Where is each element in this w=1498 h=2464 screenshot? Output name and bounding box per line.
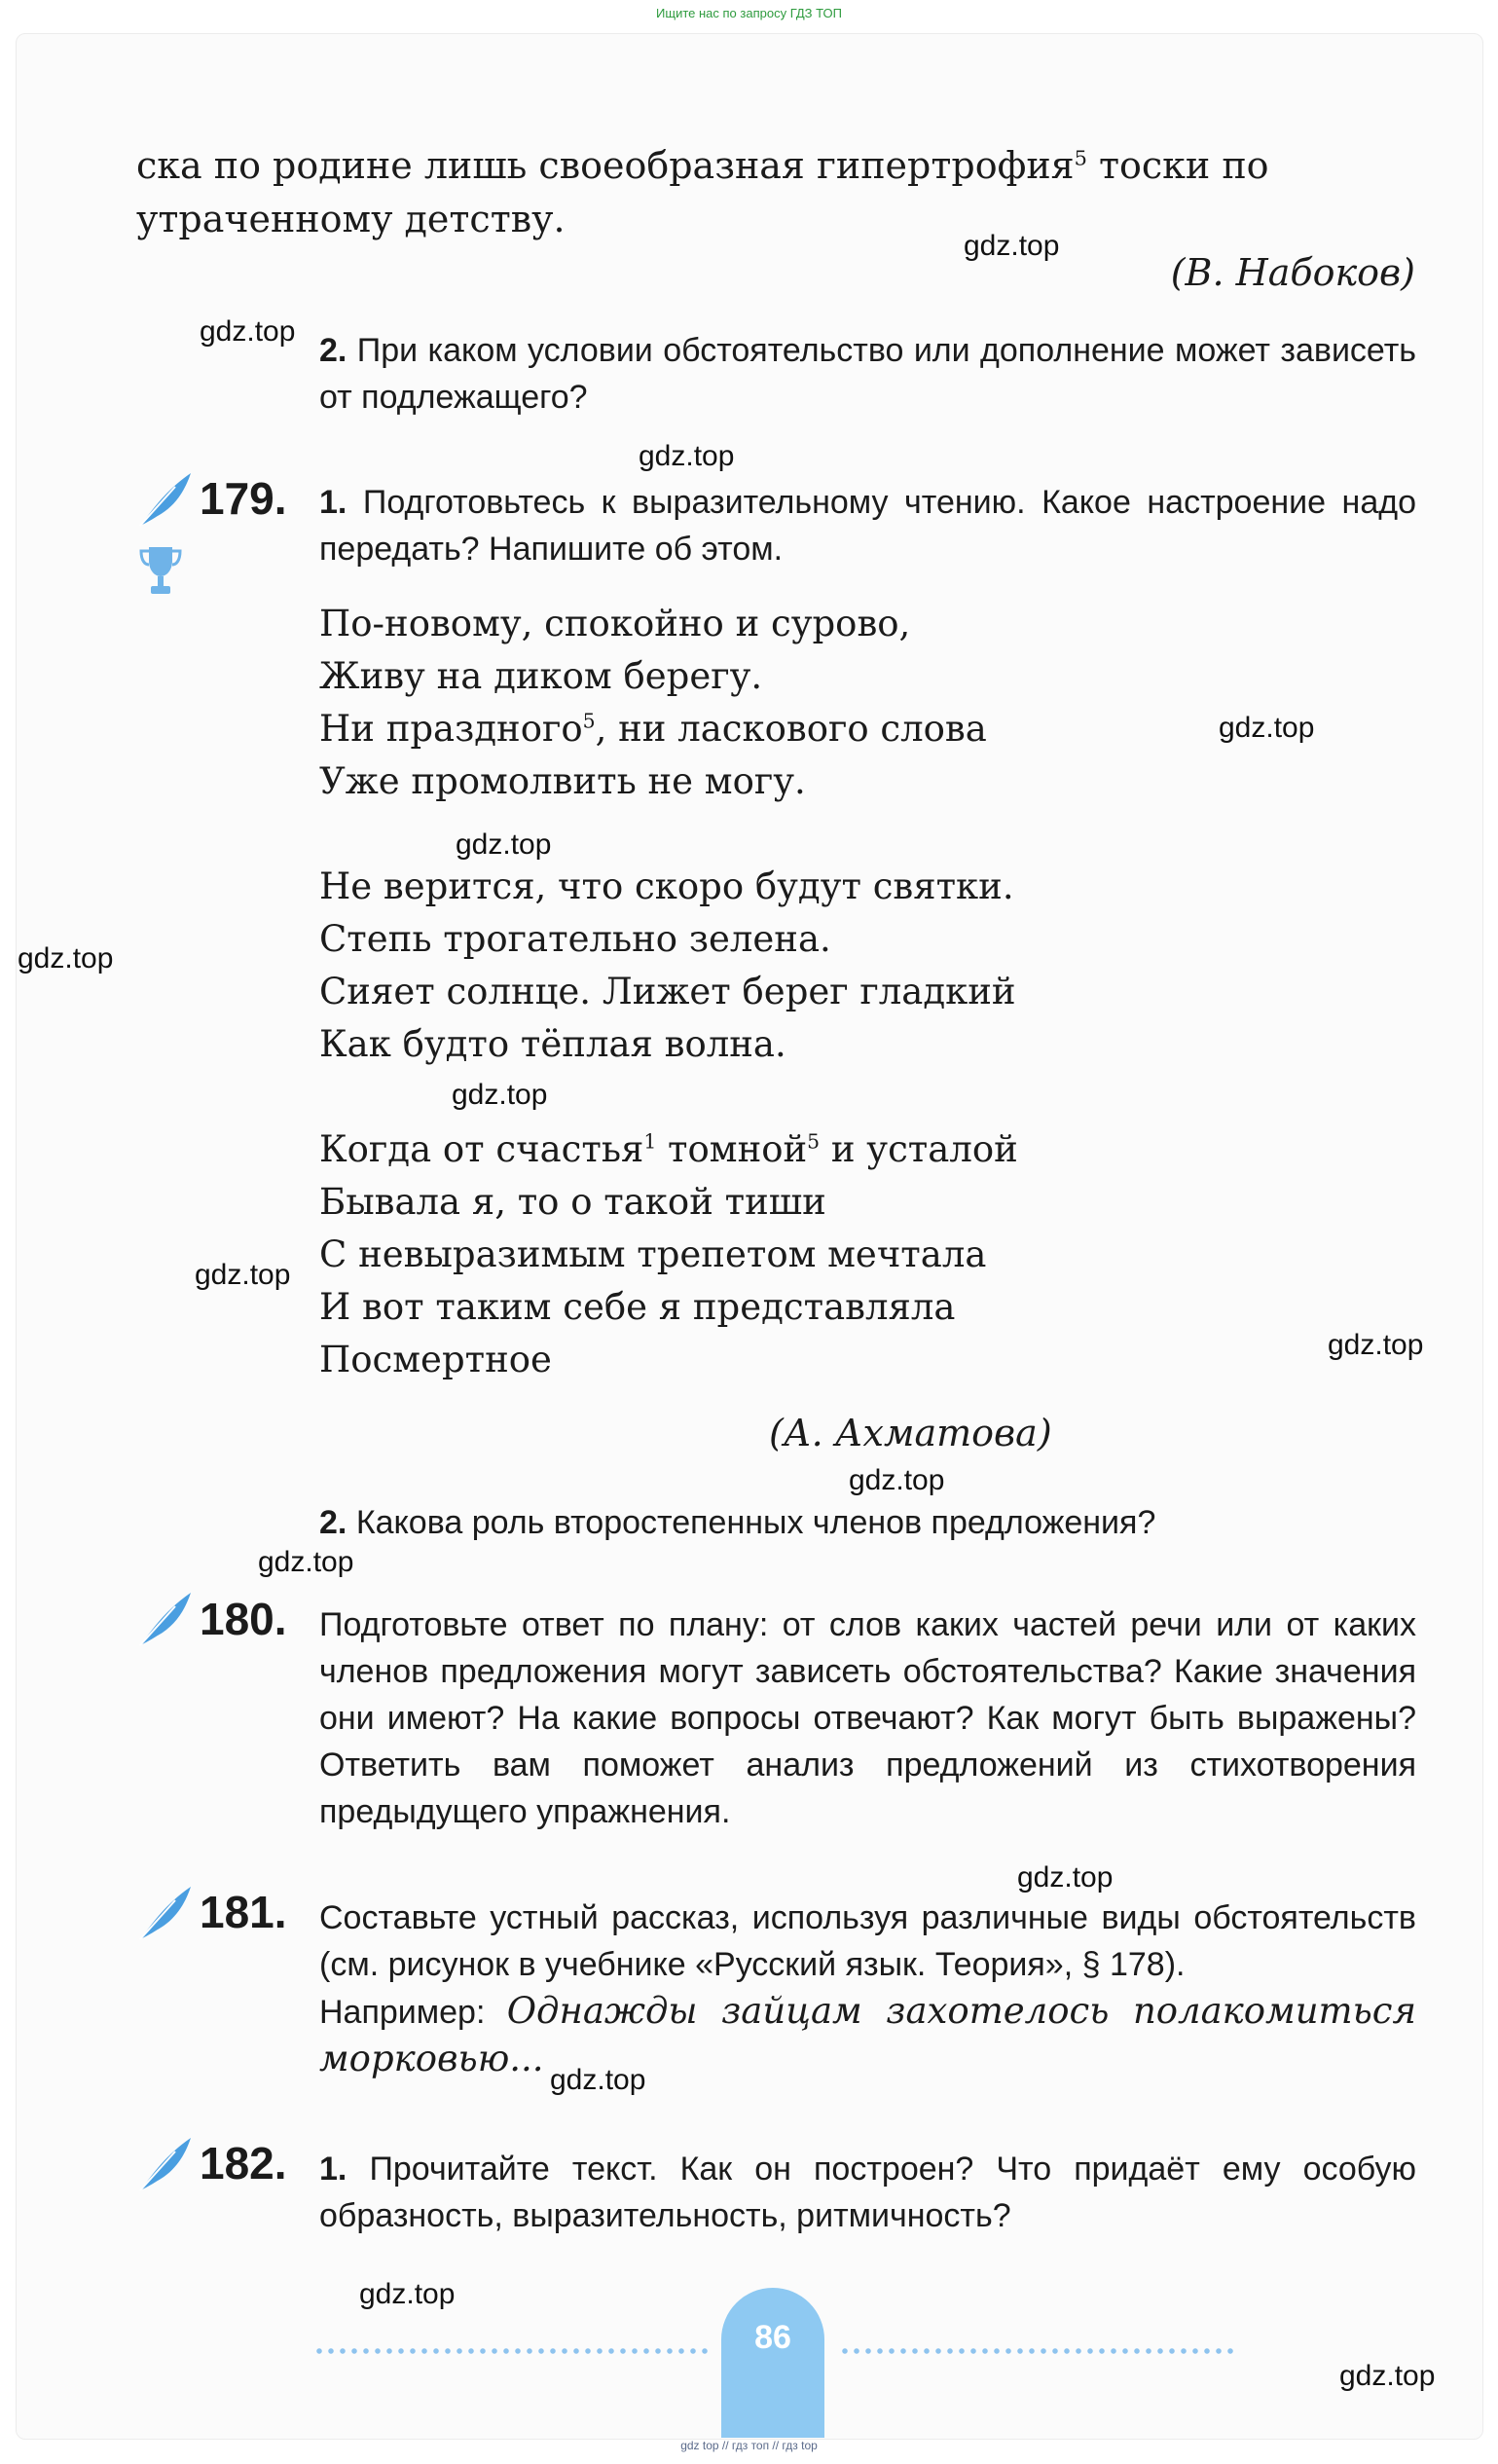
intro-text: ска по родине лишь своеобразная гипертрофия$^5$ тоски по утраченному детству. [136, 144, 1269, 240]
footer-dots-right [839, 2348, 1238, 2354]
poem-line: Степь трогательно зелена. [319, 918, 831, 960]
exercise-180-task: Подготовьте ответ по плану: от слов каких частей речи или от каких членов предложения могут зависеть обстоятельства? Какие значения они имеют? На какие вопросы отвечают? Как могут быть выражены? Ответить вам поможет анализ предложений из стихотворения предыдущего упражнения. [319, 1606, 1416, 1830]
watermark: gdz.top [550, 2064, 646, 2096]
poem-line: Бывала я, то о такой тиши [319, 1181, 826, 1223]
exercise-number-179: 179. [200, 473, 287, 524]
poem-line: Когда от счастья$^1$ томной$^5$ и усталой [319, 1128, 1018, 1170]
exercise-number-182: 182. [200, 2138, 287, 2188]
watermark: gdz.top [200, 315, 296, 348]
feather-icon [136, 469, 195, 530]
poem-line: Посмертное [319, 1339, 552, 1380]
poem-line: Уже промолвить не могу. [319, 760, 806, 802]
poem-line: Как будто тёплая волна. [319, 1023, 786, 1065]
poem-line: Не верится, что скоро будут святки. [319, 865, 1014, 907]
page-number: 86 [754, 2319, 791, 2356]
watermark: gdz.top [1017, 1861, 1114, 1894]
watermark: gdz.top [1339, 2360, 1436, 2392]
poem-author: (А. Ахматова) [769, 1412, 1052, 1454]
watermark: gdz.top [1219, 712, 1315, 744]
watermark: gdz.top [359, 2278, 456, 2310]
watermark: gdz.top [452, 1079, 548, 1111]
feather-icon [136, 1883, 195, 1943]
watermark: gdz.top [456, 828, 552, 861]
prev-question-2: 2. При каком условии обстоятельство или дополнение может зависеть от подлежащего? [319, 332, 1416, 416]
intro-author: (В. Набоков) [1170, 251, 1415, 294]
feather-icon [136, 2134, 195, 2194]
watermark: gdz.top [258, 1546, 354, 1578]
exercise-number-180: 180. [200, 1594, 287, 1644]
exercise-number-181: 181. [200, 1887, 287, 1937]
watermark: gdz.top [849, 1464, 945, 1496]
watermark: gdz.top [1328, 1329, 1424, 1361]
poem-line: По-новому, спокойно и сурово, [319, 603, 911, 644]
footer-links: gdz top // гдз топ // гдз top [680, 2439, 818, 2452]
poem-line: Ни праздного$^5$, ни ласкового слова [319, 708, 987, 750]
watermark: gdz.top [964, 230, 1060, 262]
poem-line: Живу на диком берегу. [319, 655, 763, 697]
exercise-182-task: 1. Прочитайте текст. Как он построен? Что придаёт ему особую образность, выразительность, ритмичность? [319, 2151, 1416, 2234]
page-number-tab [721, 2288, 824, 2438]
feather-icon [136, 1589, 195, 1649]
exercise-179-question-2: 2. Какова роль второстепенных членов предложения? [319, 1504, 1156, 1541]
exercise-181-task: Составьте устный рассказ, используя различные виды обстоятельств (см. рисунок в учебнике «Русский язык. Теория», § 178). Например: Однажды зайцам захотелось полакомиться морковью... [319, 1899, 1416, 2079]
poem-line: Сияет солнце. Лижет берег гладкий [319, 971, 1016, 1012]
watermark: gdz.top [18, 942, 114, 975]
watermark: gdz.top [639, 440, 735, 472]
poem-line: С невыразимым трепетом мечтала [319, 1233, 987, 1275]
trophy-icon [139, 543, 182, 600]
poem-line: И вот таким себе я представляла [319, 1286, 956, 1328]
footer-dots-left [313, 2348, 712, 2354]
exercise-179-task: 1. Подготовьтесь к выразительному чтению. Какое настроение надо передать? Напишите об этом. [319, 484, 1416, 568]
watermark: gdz.top [195, 1259, 291, 1291]
search-notice: Ищите нас по запросу ГДЗ ТОП [656, 6, 842, 20]
